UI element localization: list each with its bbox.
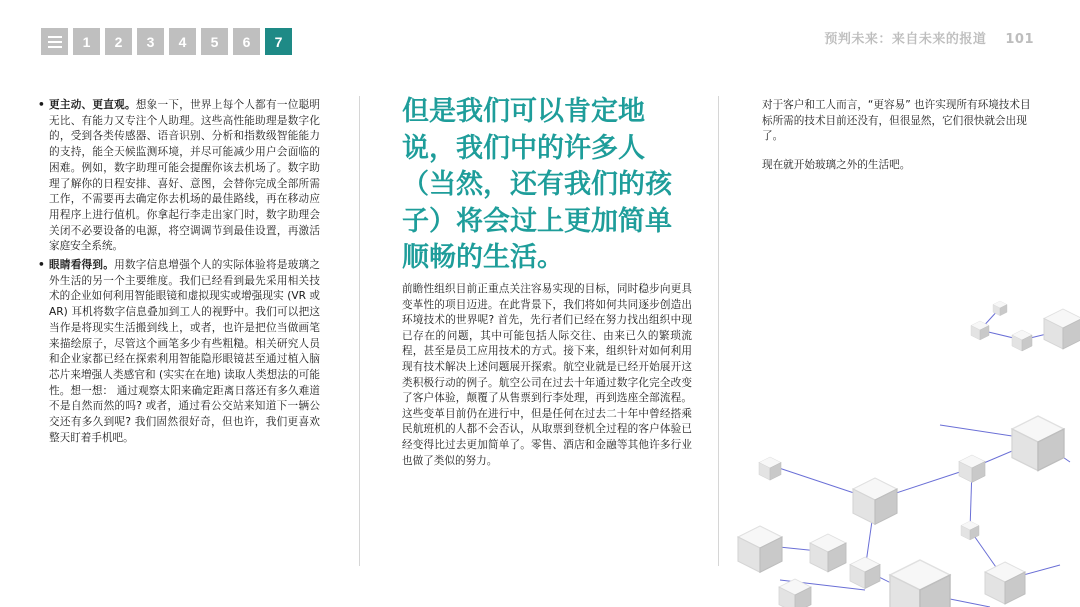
bullet-text: 用数字信息增强个人的实际体验将是玻璃之外生活的另一个主要维度。我们已经看到最先采用相关技术的企业如何利用智能眼镜和虚拟现实或增强现实 (VR 或 AR) 耳机将数字信息叠加到工人的视野中。我们可以把这当作是将现实生活搬到线上，或者，也许是把位当做画笔来描绘原子，尽管这个画笔多少有些粗糙。相关研究人员和企业家都已经在探索利用智能隐形眼镜甚至通过植入脑芯片来増强人类感官和 (实实在在地) 读取人类想法的可能性。想一想： 通过观察太阳来确定距离日落还有多久难道不是自然而然的吗? 或者，通过看公交站来知道下一辆公交还有多久到呢? 我们固然很好奇，但也许，我们更喜欢整天盯着手机吧。	[49, 259, 321, 444]
pull-quote: 但是我们可以肯定地说，我们中的许多人（当然，还有我们的孩子）将会过上更加简单顺畅的生活。	[402, 96, 672, 273]
paragraph: 对于客户和工人而言，“更容易” 也许实现所有环境技术目标所需的技术目前还没有，但很显然，它们很快就会出现了。	[762, 99, 1031, 143]
bullet-item	[38, 258, 320, 446]
nav-page-6[interactable]: 6	[233, 28, 260, 55]
right-column	[762, 98, 1040, 186]
page-navigation	[41, 28, 292, 55]
nav-page-7-active[interactable]: 7	[265, 28, 292, 55]
nav-page-4[interactable]: 4	[169, 28, 196, 55]
column-divider-left	[359, 96, 360, 566]
nav-page-3[interactable]: 3	[137, 28, 164, 55]
bullet-lead: 眼睛看得到。	[49, 259, 115, 272]
bullet-item	[38, 98, 320, 255]
bullet-text: 想象一下，世界上每个人都有一位聪明无比、有能力又专注个人助理。这些高性能助理是数字化的，受到各类传感器、语音识别、分析和指数级智能能力的支持，能全天候监测环境，并尽可能减少用户会面临的困难。例如，数字助理可能会提醒你该去机场了。数字助理了解你的日程安排、喜好、意图，会替你完成全部所需工作，不需要再去确定你去机场的最佳路线，再在移动应用程序上进行值机。你拿起行李走出家门时，数字助理会关闭不必要设备的电源，将空调调节到最佳设置，再激活家庭安全系统。	[49, 99, 321, 253]
nav-page-5[interactable]: 5	[201, 28, 228, 55]
running-header	[824, 28, 1034, 47]
cubes	[738, 301, 1080, 607]
nav-page-2[interactable]: 2	[105, 28, 132, 55]
page-number: 101	[1005, 32, 1034, 47]
paragraph: 现在就开始玻璃之外的生活吧。	[762, 158, 911, 171]
report-title: 预判未来：来自未来的报道	[824, 32, 987, 47]
middle-column-text: 前瞻性组织目前正重点关注容易实现的目标，同时稳步向更具变革性的项目迈进。在此背景下，我们将如何共同逐步创造出环境技术的世界呢? 首先，先行者们已经在努力找出组织中现已存在的问题，其中可能包括人际交往、由来已久的繁琐流程，甚至是员工应用技术的方式。接下来，组织针对如何利用现有技术解决上述问题展开探索。航空业就是已经开始展开这类积极行动的例子。航空公司在过去十年通过数字化完全改变了客户体验，颠覆了从售票到行李处理，再到选座全部流程。这些变革目前仍在进行中，但是任何在过去二十年中曾经搭乘民航班机的人都不会否认，从取票到登机全过程的客户体验已经变得比过去更加简单了。零售、酒店和金融等其他许多行业也做了类似的努力。	[402, 283, 692, 467]
nav-page-1[interactable]: 1	[73, 28, 100, 55]
menu-icon[interactable]	[41, 28, 68, 55]
left-column	[38, 98, 320, 449]
cube-network-illustration	[700, 290, 1080, 607]
bullet-lead: 更主动、更直观。	[49, 99, 136, 111]
